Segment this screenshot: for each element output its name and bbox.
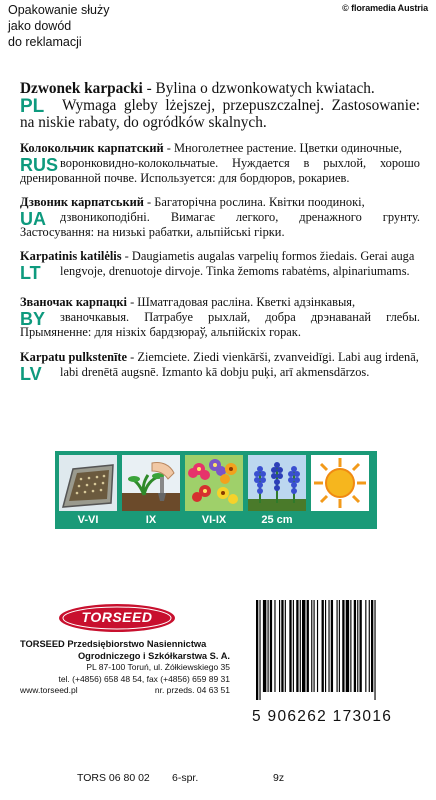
description-rest: lengvoje, drenuotoje dirvoje. Tinka žemoms rabatėms, alpinariumams.	[60, 264, 410, 278]
barcode-bar	[268, 600, 269, 692]
barcode-bar	[350, 600, 351, 692]
barcode-bar	[302, 600, 305, 692]
description-lv	[20, 350, 420, 384]
description-text: - Daugiametis augalas varpelių formos žiedais. Gerai auga	[121, 249, 415, 263]
barcode-bar	[256, 600, 258, 700]
sowing-tray-icon	[59, 455, 117, 511]
barcode-bar	[296, 600, 298, 692]
description-ua	[20, 195, 420, 240]
description-text: - Багаторічна рослина. Квітки поодинокі,	[143, 195, 365, 209]
sun-icon	[311, 455, 369, 511]
barcode-bar	[270, 600, 272, 692]
barcode-digits: 5 906262 173016	[252, 708, 393, 725]
barcode-bar	[325, 600, 326, 692]
barcode-bar	[314, 600, 315, 692]
description-line1	[20, 80, 420, 97]
barcode-bar	[311, 600, 312, 692]
description-line1	[20, 195, 420, 210]
description-line1	[20, 295, 420, 310]
complaint-line: do reklamacji	[8, 35, 82, 49]
barcode-bar	[360, 600, 362, 692]
spacing-label: 25 cm	[261, 514, 293, 526]
complaint-line: Opakowanie służy	[8, 3, 110, 17]
description-text: - Bylina o dzwonkowatych kwiatach.	[142, 80, 375, 97]
company-registration: nr. przeds. 04 63 51	[154, 685, 230, 695]
barcode-bar	[322, 600, 324, 692]
product-code: TORS 06 80 02	[77, 772, 150, 784]
company-phone: tel. (+4856) 658 48 54, fax (+4856) 659 89 31	[58, 673, 230, 684]
brand-credit: © floramedia Austria	[342, 3, 428, 13]
company-website: www.torseed.pl	[20, 685, 78, 695]
barcode-bar	[279, 600, 280, 692]
barcode-bar	[259, 600, 260, 700]
description-rest: воронковидно-колокольчатые. Нуждается в рыхлой, хорошо дренированной почве. Используется: для бордюров, рокариев.	[20, 156, 420, 185]
barcode-bar	[365, 600, 366, 692]
barcode-bar	[354, 600, 356, 692]
plant-name: Karpatu pulkstenīte	[20, 350, 128, 364]
description-text: - Шматгадовая расліна. Кветкі адзінкавыя,	[126, 295, 356, 309]
barcode-bar	[346, 600, 349, 692]
planting-hand-icon	[122, 455, 180, 511]
description-rest: дзвоникоподібні. Вимагає легкого, дренажного грунту. Застосування: на низькі рабатки, альпійські гірки.	[20, 210, 420, 239]
torseed-logo	[58, 603, 176, 633]
description-line1	[20, 350, 420, 365]
description-rus	[20, 141, 420, 186]
language-code: LT	[20, 263, 41, 283]
barcode-bar	[374, 600, 375, 700]
cultivation-panel	[55, 451, 377, 529]
barcode-bar	[357, 600, 358, 692]
company-name-line2: Ogrodniczego i Szkółkarstwa S. A.	[77, 650, 230, 661]
company-address: PL 87-100 Toruń, ul. Żółkiewskiego 35	[86, 662, 230, 672]
description-line1	[20, 141, 420, 156]
plant-name: Dzwonek karpacki	[20, 80, 143, 97]
description-text: - Ziemciete. Ziedi vienkārši, zvanveidīgi. Labi aug irdenā,	[127, 350, 419, 364]
barcode-bar	[371, 600, 373, 692]
packaging-spr: 6-spr.	[172, 772, 199, 784]
barcode-bar	[300, 600, 301, 692]
description-rest: званочкавыя. Патрабуе рыхлай, добра дрэнаванай глебы. Прымяненне: для нізкіх бардзюраў, альпійскіх горак.	[20, 310, 420, 339]
price-code: 9z	[273, 772, 285, 784]
company-name-line1: TORSEED Przedsiębiorstwo Nasiennictwa	[20, 639, 207, 649]
description-text: - Многолетнее растение. Цветки одиночные,	[163, 141, 403, 155]
language-code: BY	[20, 309, 46, 329]
barcode-bar	[263, 600, 266, 692]
language-code: UA	[20, 209, 46, 229]
barcode-bar	[328, 600, 329, 692]
barcode-bar	[342, 600, 344, 692]
barcode-bar	[285, 600, 286, 692]
barcode-bar	[337, 600, 338, 692]
barcode-bar	[369, 600, 370, 692]
description-rest: Wymaga gleby lżejszej, przepuszczalnej. Zastosowanie: na niskie rabaty, do ogródków skalnych.	[20, 97, 420, 131]
plant-name: Колокольчик карпатский	[20, 141, 164, 155]
barcode-bar	[307, 600, 309, 692]
planting-period-label: IX	[145, 514, 157, 526]
spacing-icon	[248, 455, 306, 511]
plant-name: Karpatinis katilėlis	[20, 249, 122, 263]
barcode-bar	[289, 600, 291, 692]
barcode-bar	[331, 600, 333, 692]
flowering-period-label: VI-IX	[201, 514, 227, 526]
company-info	[20, 639, 230, 697]
complaint-line: jako dowód	[8, 19, 72, 33]
barcode-bar	[274, 600, 275, 692]
plant-name: Званочак карпацкі	[20, 295, 127, 309]
language-code: PL	[20, 96, 45, 117]
description-line1	[20, 249, 420, 264]
complaint-note	[8, 2, 109, 50]
flowers-icon	[185, 455, 243, 511]
language-code: RUS	[20, 155, 59, 175]
barcode-bar	[339, 600, 340, 692]
description-by	[20, 295, 420, 340]
barcode	[252, 600, 420, 690]
plant-name: Дзвоник карпатський	[20, 195, 144, 209]
barcode-bar	[293, 600, 294, 692]
language-code: LV	[20, 364, 42, 384]
description-lt	[20, 249, 420, 283]
barcode-bar	[281, 600, 283, 692]
barcode-bar	[317, 600, 318, 692]
description-rest: labi drenētā augsnē. Izmanto kā dobju puķi, arī akmensdārzos.	[60, 365, 370, 379]
logo-text: TORSEED	[81, 609, 153, 625]
company-web-row	[20, 685, 230, 697]
sowing-period-label: V-VI	[77, 514, 99, 526]
description-pl	[20, 80, 420, 131]
